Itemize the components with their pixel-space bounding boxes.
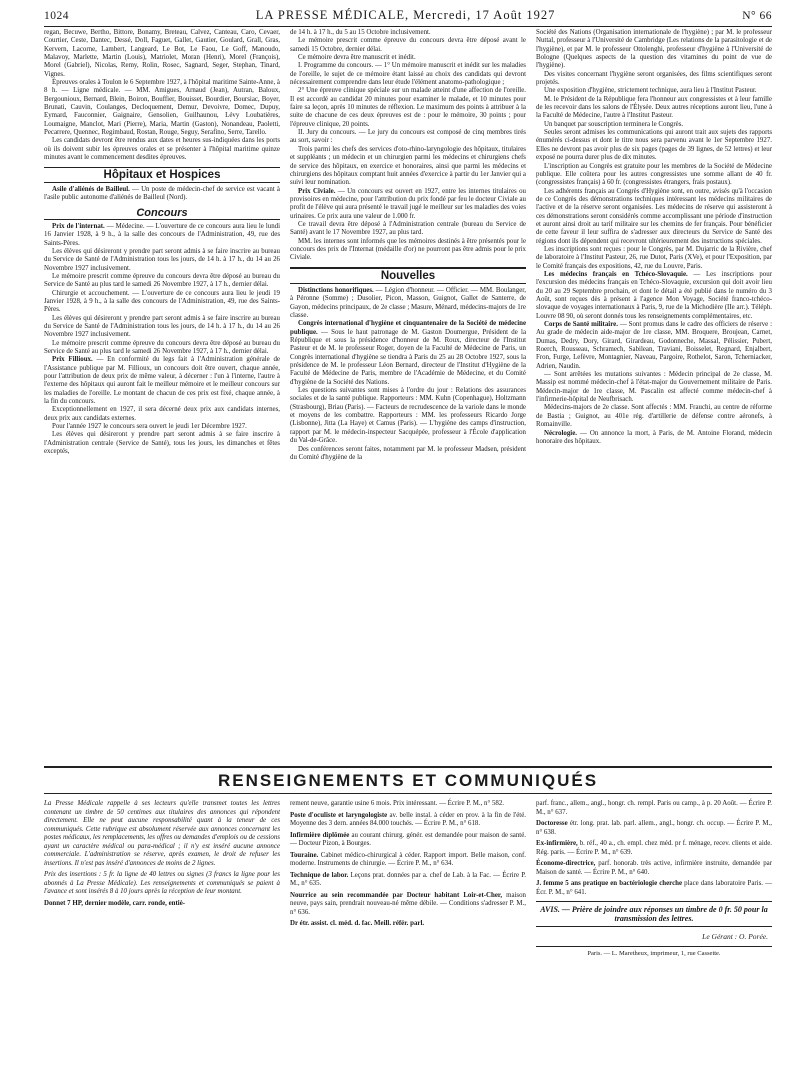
paragraph: I. Programme du concours. — 1° Un mémoire manuscrit et inédit sur les maladies de l'oreille, le sujet de ce mémoire étant laissé au choix des candidats qui devront nécessairement comprendre dans leur étude l'élément anatomo-pathologique ; [290, 62, 526, 87]
classified-item [536, 860, 772, 877]
classifieds-column-2 [290, 800, 526, 958]
classified-text: au courant chirurg. génér. est demandée pour maison de santé. — Docteur Pizon, à Bourges. [290, 831, 526, 847]
classified-item [536, 820, 772, 837]
paragraph: Les élèves qui désireront y prendre part seront admis à se faire inscrire au bureau du Service de Santé de l'Administration tous les jours, de 14 h. à 17 h., du 14 au 26 Novembre 1927 inclusivement. [44, 247, 280, 272]
classified-lead: Poste d'oculiste et laryngologiste [290, 811, 388, 819]
paragraph: de 14 h. à 17 h., du 5 au 15 Octobre inclusivement. [290, 29, 431, 36]
classified-item [536, 880, 772, 897]
internat-lead: Prix de l'internat. [52, 222, 105, 230]
distinctions-lead: Distinctions honorifiques. [298, 286, 374, 294]
classified-lead: Nourrice au sein recommandée par Docteur habitant Loir-et-Cher, [290, 891, 503, 899]
paragraph: Les adhérents français au Congrès d'Hygiène sont, en outre, avisés qu'à l'occasion de ce Congrès des démonstrations techniques intéressant les médecins militaires de l'active et de la réserve seront organisées. Les médecins de réserve qui assisteront à ces démonstrations seront considérés comme accomplissant une période d'instruction et auront ainsi droit au tarif militaire sur les chemins de fer français. Pour bénéficier de cette faveur il leur suffira de s'adresser aux directeurs du Service de Santé des régions dont ils dépendent qui recevront ultérieurement des instructions spéciales. [536, 187, 772, 245]
issue-number: N° 66 [742, 10, 772, 22]
classified-item: parf. franc., allem., angl., hongr. ch. rempl. Paris ou camp., à p. 20 Août. — Écrire P. M., n° 637. [536, 800, 772, 816]
column-2 [290, 29, 526, 762]
classified-item [290, 832, 526, 849]
civiale-text: — Un concours est ouvert en 1927, entre les internes titulaires ou provisoires en médecine, pour l'attribution du prix fondé par feu le docteur Civiale au profit de l'élève qui aura présenté le travail jugé le meilleur sur les maladies des voies urinaires. Ce prix aura une valeur de 1.000 fr. [290, 187, 526, 220]
paragraph: Société des Nations (Organisation internationale de l'hygiène) ; par M. le professeur Nuttal, professeur à l'Université de Cambridge (Les relations de la parasitologie et de l'hygiène), et par M. le professeur Ottolenghi, professeur d'hygiène à l'Université de Bologne (Quelques aspects de la question des vitamines du point de vue de l'hygiène). [536, 29, 772, 70]
classified-text: parf. honorab. très active, infirmière instruite, demandée par Maison de santé. — Écrire P. M., n° 640. [536, 860, 772, 876]
paragraph: 2° Une épreuve clinique spéciale sur un malade atteint d'une affection de l'oreille. Il est accordé au candidat 20 minutes pour examiner le malade, et 10 minutes pour faire sa leçon, après 10 minutes de réflexion. Le maximum des points à attribuer à la suite de chacune de ces deux épreuves est de : pour le mémoire, 30 points ; pour l'épreuve clinique, 20 points. [290, 87, 526, 128]
internat-text: — Médecine. — L'ouverture de ce concours aura lieu le lundi 16 Janvier 1928, à 9 h., à la salle des concours de l'Administration, 49, rue des Saints-Pères. [44, 222, 280, 247]
tcheco-text: — Les inscriptions pour l'excursion des médecins français en Tchéco-Slovaquie, excursion qui doit avoir lieu du 20 au 29 Septembre prochain, et dont le détail a été publié dans le numéro du 3 Août, sont reçues dès à présent à l'agence Mon Voyage, Société franco-tchéco-slovaque de voyages internationaux à Paris, 9, rue de la Michodière (IIe arr.). Téléph. Louvre 08 90, où seront donnés tous les renseignements complémentaires, etc. [536, 270, 772, 320]
avis-notice: AVIS. — Prière de joindre aux réponses un timbre de 0 fr. 50 pour la transmission des lettres. [536, 901, 772, 927]
paragraph: Les questions suivantes sont mises à l'ordre du jour : Relations des assurances sociales et de la santé publique. Rapporteurs : MM. Kuhn (Copenhague), Holtzmann (Strasbourg), Briau (Paris). — Facteurs de recrudescence de la variole dans le monde et moyens de les combattre. Rapporteurs : MM. les professeurs Ricardo Jorge (Lisbonne), Jitta (La Haye) et Camus (Paris). — L'hygiène des camps d'instruction, rapport par M. le médecin-inspecteur Sacquépée, professeur à l'École d'application du Val-de-Grâce. [290, 387, 526, 445]
bailleul-lead: Asile d'aliénés de Bailleul. [52, 185, 130, 193]
classifieds-column-3 [536, 800, 772, 958]
paragraph: L'inscription au Congrès est gratuite pour les membres de la Société de Médecine publique. Elle coûtera pour les autres congressistes une somme allant de 40 fr. (congressistes français) à 60 fr. (congressistes étrangers, frais postaux). [536, 162, 772, 187]
paragraph: Exceptionnellement en 1927, il sera décerné deux prix aux candidats internes, deux prix aux candidats externes. [44, 406, 280, 422]
classified-item [290, 892, 526, 918]
paragraph: Une exposition d'hygiène, strictement technique, aura lieu à l'Institut Pasteur. [544, 87, 757, 95]
paragraph: Chirurgie et accouchement. — L'ouverture de ce concours aura lieu le jeudi 19 Janvier 1928, à 9 h., à la salle des concours de l'Administration, 49, rue des Saints-Pères. [44, 289, 280, 314]
classified-text: étr. long. prat. lab. parl. allem., angl., hongr. ch. occup. — Écrire P. M., n° 638. [536, 820, 772, 836]
paragraph: Les inscriptions sont reçues : pour le Congrès, par M. Dujarric de la Rivière, chef de laboratoire à l'Institut Pasteur, 26, rue Dutot, Paris (XVe), et pour l'Exposition, par le Comité français des expositions, 42, rue du Louvre, Paris. [536, 245, 772, 270]
paragraph: Des visites concernant l'hygiène seront organisées, des films scientifiques seront projetés. [536, 70, 772, 87]
paragraph: Les élèves qui désireront y prendre part seront admis à se faire inscrire au bureau du Service de Santé de l'Administration tous les jours, de 14 h. à 17 h., du 14 au 26 Novembre 1927 inclusivement. [44, 314, 280, 339]
classified-item [290, 812, 526, 829]
paragraph: Trois parmi les chefs des services d'oto-rhino-laryngologie des hôpitaux, titulaires et suppléants ; un médecin et un chirurgien parmi les médecins et chirurgiens chefs de service des hôpitaux, en exercice et honoraires, ainsi que parmi les médecins et chirurgiens des hôpitaux comptant huit années d'exercice à partir du 1er Janvier qui a suivi leur nomination. [290, 145, 526, 187]
classified-text: av. belle instal. à céder en prov. à la fin de l'été. Moyenne des 3 dern. années 84.000 touchés. — Écrire P. M., n° 618. [290, 811, 526, 827]
paragraph: MM. les internes sont informés que les mémoires destinés à être présentés pour le concours des prix de l'Internat (médaille d'or) ne pourront pas être admis pour le prix Civiale. [290, 237, 526, 262]
classified-lead: Dr étr. assist. cl. méd. d. fac. Meill. référ. parl. [290, 920, 425, 927]
corps-text: — Sont promus dans le cadre des officiers de réserve : Au grade de médecin aide-major de 1re classe, MM. Broquere, Broujean, Carnet, Dumas, Dedry, Dory, Girard, Girardeau, Godonneche, Massal, Pélissier, Pubert, Roerch, Rousseau, Schramech, Sabilean, Traviani, Boisselet, Regnard, Enjalbert, Fron, Furge, Lefèvre, Montagnier, Naveau, Pargoire, Rothelot, Saron, Tcherniacker, Adrien, Naudin. [536, 321, 772, 370]
paragraph: Un banquet par souscription terminera le Congrès. [544, 120, 684, 128]
notice-paragraph: La Presse Médicale rappelle à ses lecteurs qu'elle transmet toutes les lettres contenant un timbre de 50 centimes aux titulaires des annonces qui répondent directement. Elle ne peut aucune responsabilité quant à la teneur de ces communiqués. Cette rubrique est absolument réservée aux annonces concernant les postes médicaux, les remplacements, les offres ou demandes d'emplois ou de cessions ayant un caractère médical ou para-médical ; il n'y est inséré aucune annonce commerciale. L'administration se réserve, après examen, le droit de refuser les insertions. Il n'est pas inséré d'annonces de moins de 2 lignes. [44, 800, 280, 867]
fillioux-lead: Prix Fillioux. [52, 356, 93, 364]
necro-text: — On annonce la mort, à Paris, de M. Antoine Florand, médecin honoraire des hôpitaux. [536, 429, 772, 445]
classifieds-banner: RENSEIGNEMENTS ET COMMUNIQUÉS [44, 766, 772, 794]
page-header [44, 8, 772, 27]
classifieds-column-1 [44, 800, 280, 958]
gerant-signature: Le Gérant : O. Porée. [702, 932, 768, 941]
congres-text: — Sous le haut patronage de M. Gaston Doumergue, Président de la République et sous la présidence d'honneur de M. Roux, directeur de l'Institut Pasteur et de M. le professeur Roger, doyen de la Faculté de Médecine de Paris, un Congrès international d'hygiène se tiendra à Paris du 25 au 28 Octobre 1927, sous la présidence de M. le professeur Léon Bernard, directeur de l'Institut d'Hygiène de la Faculté de Médecine de Paris, membre de l'Académie de Médecine, et du Comité d'hygiène de la Société des Nations. [290, 328, 526, 386]
classified-text: b. réf., 40 a., ch. empl. chez méd. pr f. ménage, recev. clients et aide. Rég. paris. — Écrire P. M., n° 639. [536, 840, 772, 856]
classified-lead: Infirmière diplômée [290, 831, 350, 839]
paragraph: Le mémoire prescrit comme épreuve du concours devra être déposé au bureau du Service de Santé au plus tard le samedi 26 Novembre 1927, à 17 h., dernier délai. [44, 272, 280, 289]
section-heading-hopitaux: Hôpitaux et Hospices [44, 167, 280, 183]
classified-text: Cabinet médico-chirurgical à céder. Rapport import. Belle maison, conf. moderne. Instruments de chirurgie. — Écrire P. M., n° 634. [290, 851, 526, 867]
classified-lead: Touraine. [290, 851, 319, 859]
prices-paragraph: Prix des insertions : 5 fr. la ligne de 40 lettres ou signes (3 francs la ligne pour les abonnés à La Presse Médicale). Les renseignements et communiqués se paient à l'avance et sont insérés 8 à 10 jours après la réception de leur montant. [44, 871, 280, 895]
classified-lead: Technique de labor. [290, 871, 349, 879]
paragraph: Les élèves qui désireront y prendre part seront admis à se faire inscrire à l'Administration centrale (Service de Santé), tous les jours, les dimanches et fêtes exceptés, [44, 431, 280, 456]
paragraph: M. le Président de la République fera l'honneur aux congressistes et à leur famille de les recevoir dans les salons de l'Élysée. Deux autres réceptions auront lieu, l'une à la Faculté de Médecine, l'autre à l'Institut Pasteur. [536, 95, 772, 120]
classified-lead: Doctoresse [536, 820, 568, 827]
section-heading-nouvelles: Nouvelles [290, 267, 526, 284]
paragraph: Le mémoire prescrit comme épreuve du concours devra être déposé avant le samedi 15 Octobre, dernier délai. [290, 37, 526, 53]
classified-text: maison neuve, pays sain, prendrait nouveau-né même débile. — Conditions s'adresser P. M., n° 636. [290, 891, 526, 916]
paragraph: Médecins-majors de 2e classe. Sont affectés : MM. Frauchi, au centre de réforme de Bastia ; Guignot, au 401e rég. d'artillerie de défense contre aéronefs, à Romainville. [536, 404, 772, 429]
paragraph: II. Jury du concours. — Le jury du concours est composé de cinq membres tirés au sort, savoir : [290, 129, 526, 145]
classified-item [290, 852, 526, 869]
candidate-list: regan, Becuwe, Bertho, Bittore, Bonamy, Breteau, Calvez, Canteau, Caro, Cevaer, Courtier, Ceste, Dantec, Dessé, Doll, Faguet, Gallet, Gautier, Goulard, Grall, Gras, Kervern, Lacorne, Lambert, Langeard, Le Bot, Le Faou, Le Goff, Manoudo, Malavoy, Marlette, Martin (Louis), Matriolet, Moran (Henri), Morel (François), Morel (Gabriel), Nicolas, Remy, Rolin, Rosec, Sagnard, Seger, Stephan, Tinard, Vignes. [44, 29, 280, 78]
classified-item [290, 920, 526, 929]
distinctions-text: — Légion d'honneur. — Officier. — MM. Boulanger, à Péronne (Somme) ; Dusolier, Picon, Masson, Guignot, Gallet de Santerre, de Gayon, médecins principaux, de 2e classe ; Masure, Ménard, médecins-majors de 1re classe. [290, 286, 526, 319]
article-columns [44, 29, 772, 762]
paragraph: — Sont arrêtées les mutations suivantes : Médecin principal de 2e classe, M. Massip est nommé médecin-chef à l'état-major du Gouvernement militaire de Paris. Médecin-major de 1re classe, M. Pascalin est affecté comme médecin-chef à l'infirmerie-hôpital de Neufbrisach. [536, 371, 772, 404]
tcheco-lead: Les médecins français en Tchéco-Slovaquie. [544, 270, 688, 278]
classified-lead: J. femme 5 ans pratique en bactériologie cherche [536, 880, 683, 887]
page-number: 1024 [44, 10, 69, 22]
candidates-note: Les candidats devront être rendus aux dates et heures sus-indiquées dans les ports où ils doivent subir les épreuves orales et se présenter à l'hôpital maritime quinze minutes avant le commencement desdites épreuves. [44, 137, 280, 162]
paragraph: Le mémoire prescrit comme épreuve du concours devra être déposé au bureau du Service de Santé au plus tard le samedi 26 Novembre 1927, à 17 h., dernier délai. [44, 339, 280, 356]
classified-item: Donnet 7 HP, dernier modèle, carr. ronde, entiè- [44, 899, 186, 907]
paragraph: Ce travail devra être déposé à l'Administration centrale (bureau du Service de Santé) avant le 17 Novembre 1927, au plus tard. [290, 220, 526, 237]
fillioux-text: — En conformité du legs fait à l'Administration générale de l'Assistance publique par M. Fillioux, un concours doit être ouvert, chaque année, pour l'attribution de deux prix de même valeur, à décerner : l'un à l'interne, l'autre à l'externe des hôpitaux qui auront fait le meilleur mémoire et le meilleur concours sur les maladies de l'oreille. Le montant de chacun de ces prix est fixé, chaque année, à la fin du concours. [44, 356, 280, 406]
printer-line: Paris. — L. Maretheux, imprimeur, 1, rue Cassette. [536, 946, 772, 959]
paragraph: Pour l'année 1927 le concours sera ouvert le jeudi 1er Décembre 1927. [52, 423, 247, 431]
necro-lead: Nécrologie. [544, 429, 577, 437]
paragraph: Ce mémoire devra être manuscrit et inédit. [298, 54, 416, 62]
corps-lead: Corps de Santé militaire. [544, 321, 618, 329]
classified-text: place dans laboratoire Paris. — Écr. P. M., n° 641. [536, 880, 772, 896]
congres-lead: Congrès international d'hygiène et cinquantenaire de la Société de médecine publique. [290, 320, 526, 336]
column-1 [44, 29, 280, 762]
paragraph: Seules seront admises les communications qui auront trait aux sujets des rapports énumérés ci-dessus et dont le titre nous sera parvenu avant le 1er Septembre 1927. Elles ne devront pas avoir plus de six pages (pages de 39 lignes, de 52 lettres) et leur exposé ne pourra durer plus de dix minutes. [536, 129, 772, 162]
column-3 [536, 29, 772, 762]
paragraph: Des conférences seront faites, notamment par M. le professeur Madsen, président du Comité d'hygiène de la [290, 445, 526, 461]
civiale-lead: Prix Civiale. [298, 187, 336, 195]
bailleul-text: — Un poste de médecin-chef de service est vacant à l'asile public autonome d'aliénés de Bailleul (Nord). [44, 185, 280, 202]
classified-lead: Économe-directrice, [536, 860, 596, 867]
journal-title: LA PRESSE MÉDICALE, Mercredi, 17 Août 1927 [255, 8, 556, 22]
oral-exams-toulon: Épreuves orales à Toulon le 6 Septembre 1927, à l'hôpital maritime Sainte-Anne, à 8 h. — Ligne médicale. — MM. Amigues, Arnaud (Jean), Autran, Baloux, Bergounioux, Bernard, Blein, Boiron, Bouffier, Bouisset, Bourdier, Boursiac, Boyer, Brunati, Cauvin, Coulanges, Decloquement, Demur, Devoivre, Domec, Dupuy, Eymard, Fauconnier, Gaignaire, Gensolien, Guilhaunou, Lévy Loubatières, Loumaigne, Manclot, Mari (Pierre), Maria, Martin (Gaston), Nonandeau, Paoletti, Pecarrere, Quennec, Regimbaud, Rostan, Rouge, Seguy, Serafino, Serre, Tarello. [44, 79, 280, 137]
classified-item [290, 872, 526, 889]
section-heading-concours: Concours [44, 207, 280, 220]
classifieds-columns [44, 800, 772, 958]
classified-lead: Ex-infirmière, [536, 840, 578, 847]
classified-item: rement neuve, garantie usine 6 mois. Prix intéressant. — Écrire P. M., n° 582. [290, 800, 505, 807]
classified-text: Leçons prat. données par a. chef de Lab. à la Fac. — Écrire P. M., n° 635. [290, 871, 526, 887]
classified-item [536, 840, 772, 857]
